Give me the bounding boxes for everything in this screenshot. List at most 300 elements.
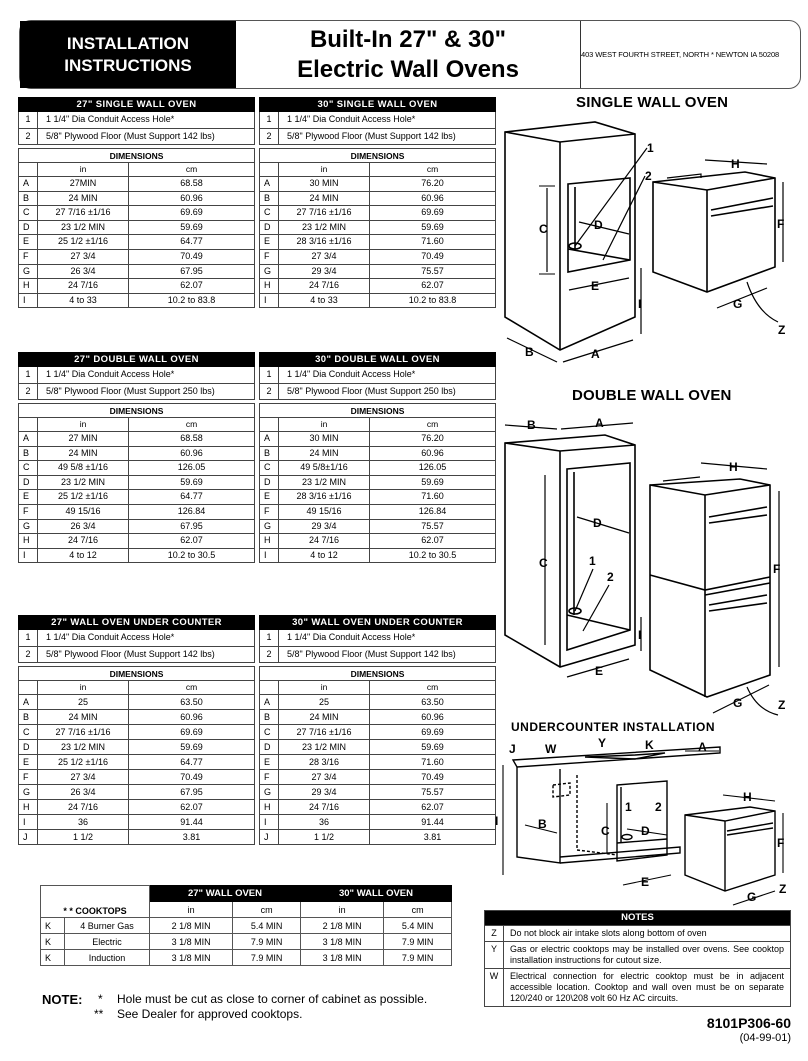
dimension-cm: 69.69 [421,207,444,218]
dimension-key: F [260,505,279,519]
svg-text:F: F [773,562,781,576]
dimension-in: 4 to 12 [38,549,129,563]
dimension-key: E [19,490,38,504]
dimension-row [19,799,254,814]
dimensions-table [18,666,255,845]
dimension-rows [260,694,495,844]
dimension-rows [19,176,254,307]
single-wall-oven-title: SINGLE WALL OVEN [576,94,729,111]
note-text: Electrical connection for electric cooktop must be in adjacent accessible location. Cooktop and wall oven must be on separate 120/240 or 120\208 volt 60 Hz AC circuits. [510,971,784,1003]
value: 7.9 MIN [384,934,452,950]
value: 2 1/8 MIN [300,918,383,934]
dimension-cm: 126.84 [418,505,447,516]
dimension-in: 25 1/2 ±1/16 [38,490,129,504]
dimension-cm: 62.07 [421,535,444,546]
dimension-cm: 10.2 to 83.8 [167,294,216,305]
dimension-in: 24 MIN [279,192,370,206]
svg-text:I: I [638,297,642,311]
item-number: 2 [19,384,38,399]
dimension-cm: 59.69 [421,476,444,487]
dimension-in: 27 3/4 [279,770,370,784]
dimension-key: B [19,447,38,461]
svg-text:G: G [747,890,757,904]
dimensions-header-row [19,163,254,176]
undercounter-installation-title: UNDERCOUNTER INSTALLATION [511,720,716,734]
svg-text:B: B [527,418,536,432]
svg-text:G: G [733,696,743,710]
dimension-cm: 59.69 [180,476,203,487]
dimension-cm: 10.2 to 30.5 [167,549,216,560]
dimensions-table [259,148,496,308]
value: 2 1/8 MIN [150,918,233,934]
dimension-in: 23 1/2 MIN [38,476,129,490]
spec-items [259,112,496,145]
svg-text:Z: Z [778,323,786,337]
dimension-cm: 60.96 [421,712,444,722]
company-address: 403 WEST FOURTH STREET, NORTH * NEWTON IA 50208 [581,50,780,59]
dimension-in: 49 5/8±1/16 [279,461,370,475]
spec-item [19,128,254,144]
unit-in: in [150,902,233,918]
dimension-row [19,489,254,504]
item-description: 1 1/4" Dia Conduit Access Hole* [287,632,416,642]
dimension-row [260,191,495,206]
dimension-in: 28 3/16 ±1/16 [279,490,370,504]
dimension-row [260,446,495,461]
dimension-row [19,264,254,279]
dimension-in: 4 to 12 [279,549,370,563]
dimension-key: C [19,461,38,475]
dimension-in: 23 1/2 MIN [38,740,129,754]
value: 3 1/8 MIN [150,934,233,950]
dimension-row [19,475,254,490]
title-line-2: Electric Wall Ovens [297,55,519,83]
key-header [19,418,38,431]
svg-text:2: 2 [607,570,614,584]
svg-text:A: A [591,347,600,361]
dimension-row [260,694,495,709]
dimension-cm: 91.44 [421,817,444,827]
dimension-in: 26 3/4 [38,265,129,279]
spec-item [19,383,254,399]
dimensions-title: DIMENSIONS [260,404,495,418]
dimension-in: 23 1/2 MIN [279,740,370,754]
dimension-in: 24 MIN [38,447,129,461]
dimension-in: 25 1/2 ±1/16 [38,235,129,249]
dimension-row [19,784,254,799]
row-key: K [41,950,65,966]
dimension-row [260,475,495,490]
double-wall-oven-diagram [495,405,808,710]
spec-item [260,128,495,144]
dimension-cm: 3.81 [182,832,201,842]
svg-text:C: C [539,222,548,236]
cooktop-row [41,934,452,950]
cooktop-row [41,950,452,966]
dimension-row [260,754,495,769]
spec-item [260,367,495,383]
svg-text:B: B [525,345,534,359]
dimension-row [19,220,254,235]
item-number: 2 [260,384,279,399]
dimension-in: 23 1/2 MIN [279,476,370,490]
cooktops-table [40,885,452,966]
dimensions-table [18,148,255,308]
svg-text:1: 1 [647,141,654,155]
item-description: 1 1/4" Dia Conduit Access Hole* [46,632,175,642]
dimension-in: 27 3/4 [38,770,129,784]
note-key: Y [485,942,504,968]
dimension-row [260,431,495,446]
item-number: 2 [260,647,279,662]
cm-header: cm [426,682,439,692]
dimension-key: C [260,461,279,475]
dimension-in: 36 [279,815,370,829]
spec-item [19,646,254,662]
dimension-cm: 69.69 [180,727,203,737]
footnote-text: Hole must be cut as close to corner of cabinet as possible. [117,992,428,1006]
notes-title: NOTES [485,911,790,925]
item-description: 5/8" Plywood Floor (Must Support 142 lbs) [46,131,215,141]
dimension-row [19,709,254,724]
svg-text:E: E [595,664,604,678]
dimension-rows [19,431,254,562]
dimension-key: G [260,265,279,279]
item-number: 1 [260,367,279,383]
item-number: 1 [260,630,279,646]
dimension-in: 29 3/4 [279,265,370,279]
dimension-key: B [260,447,279,461]
dimension-cm: 3.81 [423,832,442,842]
dimensions-header-row [260,681,495,694]
dimension-key: D [19,221,38,235]
svg-text:Y: Y [598,736,607,750]
dimension-in: 24 7/16 [38,800,129,814]
item-description: 5/8" Plywood Floor (Must Support 142 lbs) [287,649,456,659]
dimension-cm: 75.57 [421,787,444,797]
item-description: 5/8" Plywood Floor (Must Support 142 lbs) [287,131,456,141]
dimension-in: 27 7/16 ±1/16 [279,725,370,739]
dimension-in: 24 MIN [38,192,129,206]
footnote-text: See Dealer for approved cooktops. [117,1007,303,1021]
dimension-key: A [260,177,279,191]
dimension-cm: 67.95 [180,787,203,797]
dimension-row [260,739,495,754]
value: 3 1/8 MIN [300,950,383,966]
svg-text:2: 2 [655,800,662,814]
dimension-key: J [19,830,38,844]
document-header [19,20,801,89]
dimension-cm: 76.20 [421,178,444,188]
dimension-key: B [260,710,279,724]
spec-table-title: 30" DOUBLE WALL OVEN [259,352,496,367]
spec-table-30-single [259,97,496,308]
dimensions-header-row [19,418,254,431]
dimension-key: I [260,549,279,563]
notes-table [484,910,791,1007]
item-number: 1 [19,367,38,383]
value: 5.4 MIN [233,918,301,934]
spec-item [19,367,254,383]
dimension-row [260,205,495,220]
dimension-cm: 60.96 [180,192,203,203]
dimension-cm: 91.44 [180,817,203,827]
double-wall-oven-title: DOUBLE WALL OVEN [572,387,732,404]
dimension-in: 4 to 33 [38,294,129,308]
dimension-in: 49 15/16 [38,505,129,519]
spec-item [19,112,254,128]
dimensions-title: DIMENSIONS [260,149,495,163]
spec-table-27-double [18,352,255,563]
cm-header: cm [185,419,198,429]
cm-header: cm [185,164,198,174]
dimension-in: 25 [38,695,129,709]
dimension-cm: 70.49 [180,250,203,261]
item-number: 1 [19,630,38,646]
part-number: 8101P306-60 [706,1015,791,1031]
dimension-in: 24 7/16 [279,279,370,293]
dimension-cm: 62.07 [180,802,203,812]
key-header [260,163,279,176]
dimension-key: H [19,279,38,293]
dimension-key: D [260,740,279,754]
dimension-key: F [260,250,279,264]
dimension-row [260,176,495,191]
item-description: 1 1/4" Dia Conduit Access Hole* [287,114,416,124]
note-text: Gas or electric cooktops may be installed over ovens. See cooktop installation instructions for cutout size. [510,944,784,965]
svg-text:C: C [539,556,548,570]
dimension-cm: 60.96 [421,447,444,458]
footnote-mark: * [98,992,103,1006]
dimension-key: C [260,725,279,739]
dimension-row [19,694,254,709]
dimension-cm: 64.77 [180,757,203,767]
dimension-row [19,191,254,206]
dimension-rows [260,176,495,307]
dimension-row [260,709,495,724]
dimension-row [19,724,254,739]
cooktop-type: Electric [65,934,150,950]
item-number: 2 [260,129,279,144]
installation-instructions-label [20,21,236,88]
dimension-key: A [19,432,38,446]
svg-text:I: I [495,814,499,828]
svg-text:H: H [729,460,738,474]
value: 5.4 MIN [384,918,452,934]
dimension-cm: 10.2 to 30.5 [408,549,457,560]
dimension-key: G [19,785,38,799]
note-key: W [485,969,504,1006]
dimension-in: 1 1/2 [38,830,129,844]
dimension-key: F [19,505,38,519]
dimension-row [260,489,495,504]
dimension-key: I [19,815,38,829]
spec-item [260,630,495,646]
row-key: K [41,918,65,934]
dimension-cm: 60.96 [421,192,444,203]
item-number: 2 [19,647,38,662]
dimension-key: I [260,294,279,308]
cm-header: cm [185,682,198,692]
spec-items [18,630,255,663]
dimension-cm: 76.20 [421,433,444,443]
part-date: (04-99-01) [739,1032,791,1044]
dimension-row [19,739,254,754]
dimension-row [260,249,495,264]
dimension-cm: 75.57 [421,265,444,276]
dimension-key: I [19,549,38,563]
dimension-in: 24 MIN [38,710,129,724]
spec-table-27-single [18,97,255,308]
dimension-in: 24 7/16 [38,534,129,548]
in-header: in [279,163,370,176]
svg-text:H: H [743,790,752,804]
dimension-cm: 64.77 [180,491,203,502]
note-row [485,941,790,968]
dimension-row [260,293,495,308]
footnote-1 [42,992,428,1007]
item-description: 1 1/4" Dia Conduit Access Hole* [46,369,175,379]
undercounter-installation-diagram [495,735,808,904]
dimension-in: 49 5/8 ±1/16 [38,461,129,475]
row-key: K [41,934,65,950]
dimension-key: A [260,432,279,446]
dimension-key: H [19,800,38,814]
dimension-key: B [19,710,38,724]
dimension-key: C [19,725,38,739]
dimension-row [19,769,254,784]
dimension-in: 24 7/16 [38,279,129,293]
key-header [19,163,38,176]
dimension-in: 27 7/16 ±1/16 [38,206,129,220]
dimension-key: I [260,815,279,829]
spec-table-title: 27" DOUBLE WALL OVEN [18,352,255,367]
spec-items [259,367,496,400]
note-key: Z [485,926,504,941]
dimension-key: F [19,770,38,784]
unit-in: in [300,902,383,918]
dimension-cm: 71.60 [421,757,444,767]
dimension-row [260,548,495,563]
dimensions-title: DIMENSIONS [19,667,254,681]
spec-item [260,646,495,662]
dimension-cm: 62.07 [180,535,203,546]
dimension-in: 24 7/16 [279,800,370,814]
dimension-cm: 69.69 [421,727,444,737]
footnote-mark: ** [94,1007,104,1021]
dimension-in: 29 3/4 [279,785,370,799]
svg-text:E: E [641,875,650,889]
unit-cm: cm [384,902,452,918]
svg-text:G: G [733,297,743,311]
dimension-row [19,249,254,264]
spec-table-30-double [259,352,496,563]
svg-text:J: J [509,742,516,756]
dimension-row [19,533,254,548]
dimension-in: 36 [38,815,129,829]
dimension-in: 24 MIN [279,710,370,724]
svg-text:W: W [545,742,557,756]
dimension-key: A [19,695,38,709]
cm-header: cm [426,164,439,174]
dimension-cm: 63.50 [421,697,444,707]
svg-text:I: I [638,628,642,642]
dimension-row [260,220,495,235]
item-number: 1 [19,112,38,128]
item-description: 5/8" Plywood Floor (Must Support 250 lbs) [46,386,215,396]
dimension-row [19,460,254,475]
dimension-in: 27 3/4 [279,250,370,264]
dimension-cm: 126.05 [418,462,447,473]
dimension-in: 25 1/2 ±1/16 [38,755,129,769]
dimensions-title: DIMENSIONS [260,667,495,681]
dimension-key: C [260,206,279,220]
value: 7.9 MIN [384,950,452,966]
dimension-cm: 10.2 to 83.8 [408,294,457,305]
dimension-key: B [260,192,279,206]
dimension-cm: 71.60 [421,236,444,247]
svg-text:A: A [595,416,604,430]
cooktops-label: * * COOKTOPS [41,886,150,918]
item-description: 5/8" Plywood Floor (Must Support 142 lbs) [46,649,215,659]
dimension-row [19,504,254,519]
dimension-in: 24 7/16 [279,534,370,548]
dimensions-header-row [260,418,495,431]
cooktop-type: Induction [65,950,150,966]
dimension-row [260,278,495,293]
value: 7.9 MIN [233,934,301,950]
dimension-key: D [19,740,38,754]
in-header: in [38,163,129,176]
dimension-key: E [19,755,38,769]
dimension-rows [260,431,495,562]
dimensions-table [259,403,496,563]
spec-item [260,112,495,128]
cooktops-group-header [41,886,452,902]
dimension-key: I [19,294,38,308]
dimension-cm: 75.57 [421,520,444,531]
in-header: in [279,681,370,694]
dimension-key: G [19,520,38,534]
key-header [19,681,38,694]
in-header: in [279,418,370,431]
spec-item [19,630,254,646]
dimension-in: 27 7/16 ±1/16 [38,725,129,739]
note-row [485,968,790,1006]
dimension-row [19,548,254,563]
dimension-row [19,519,254,534]
note-label: NOTE: [42,992,83,1007]
spec-item [260,383,495,399]
dimension-key: F [19,250,38,264]
svg-text:K: K [645,738,654,752]
dimension-row [19,205,254,220]
dimension-key: E [260,490,279,504]
dimension-key: G [19,265,38,279]
svg-text:1: 1 [625,800,632,814]
spec-items [259,630,496,663]
dimension-cm: 70.49 [180,772,203,782]
dimension-cm: 69.69 [180,207,203,218]
dimension-cm: 62.07 [421,280,444,291]
single-wall-oven-diagram [495,112,808,370]
svg-text:C: C [601,824,610,838]
dimension-cm: 68.58 [180,178,203,188]
dimension-cm: 59.69 [180,221,203,232]
dimensions-title: DIMENSIONS [19,404,254,418]
dimension-row [19,754,254,769]
in-header: in [38,681,129,694]
